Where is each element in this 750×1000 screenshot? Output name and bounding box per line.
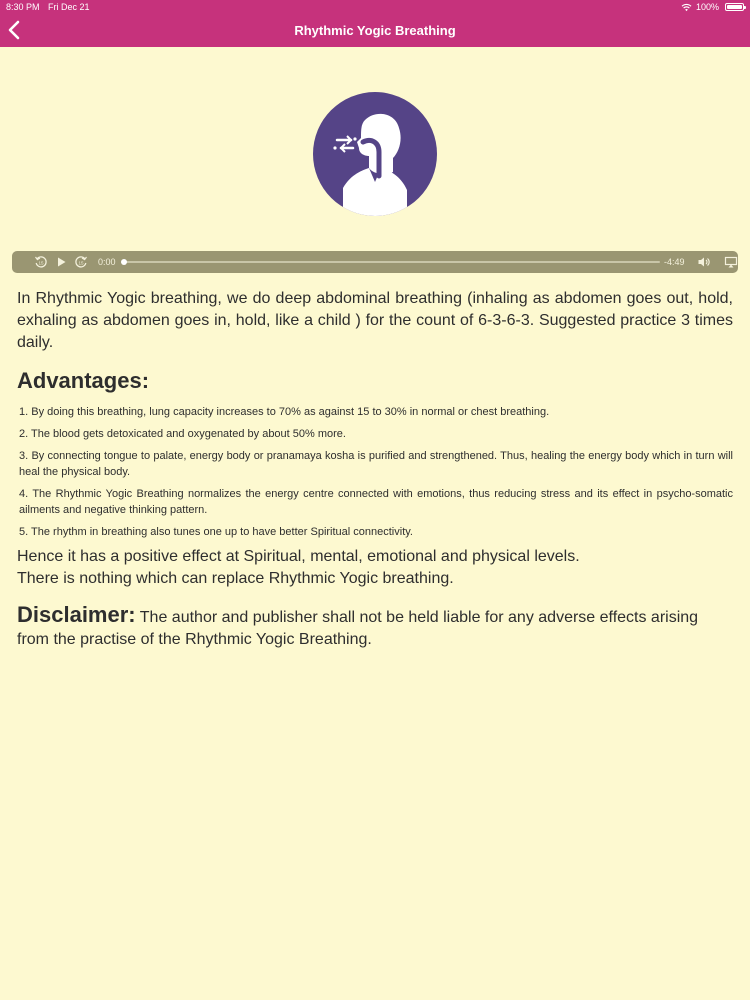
progress-knob[interactable] (121, 259, 127, 265)
status-time: 8:30 PM (6, 2, 40, 12)
airplay-icon[interactable] (724, 255, 738, 269)
rewind-15-icon[interactable] (34, 255, 48, 269)
list-item: 1. By doing this breathing, lung capacity increases to 70% as against 15 to 30% in normal or chest breathing. (19, 406, 550, 418)
hero-image (313, 92, 437, 216)
intro-paragraph: In Rhythmic Yogic breathing, we do deep abdominal breathing (inhaling as abdomen goes out, hold, exhaling as abdomen goes in, hold, like a child ) for the count of 6-3-6-3. Suggested practice 3 times daily. (17, 290, 733, 351)
conclusion-line: Hence it has a positive effect at Spiritual, mental, emotional and physical levels. (17, 548, 580, 565)
battery-percent: 100% (695, 2, 719, 12)
list-item: 4. The Rhythmic Yogic Breathing normalizes the energy centre connected with emotions, thus reducing stress and its effect in psycho-somatic ailments and negative thinking pattern. (19, 488, 733, 516)
current-time: 0:00 (98, 257, 116, 267)
audio-player (12, 251, 738, 273)
list-item: 5. The rhythm in breathing also tunes one up to have better Spiritual connectivity. (19, 526, 413, 538)
advantages-list (17, 404, 733, 540)
page-title: Rhythmic Yogic Breathing (294, 23, 456, 38)
list-item: 3. By connecting tongue to palate, energy body or pranamaya kosha is purified and strengthened. Thus, healing the energy body which in turn will heal the physical body. (19, 450, 733, 478)
disclaimer (17, 604, 733, 651)
top-bar (0, 0, 750, 47)
disclaimer-label: Disclaimer: (17, 602, 136, 627)
wifi-icon (681, 3, 692, 12)
navigation-bar (0, 14, 750, 47)
disclaimer-text: The author and publisher shall not be held liable for any adverse effects arising from the practise of the Rhythmic Yogic Breathing. (17, 609, 699, 648)
svg-text:15: 15 (38, 260, 44, 266)
status-bar (0, 0, 750, 14)
volume-icon[interactable] (697, 255, 711, 269)
breathing-person-icon (313, 92, 437, 216)
conclusion-line: There is nothing which can replace Rhythmic Yogic breathing. (17, 570, 454, 587)
remaining-time: -4:49 (664, 257, 685, 267)
battery-icon (725, 3, 744, 11)
article-content (17, 288, 733, 651)
status-right (681, 0, 744, 14)
forward-15-icon[interactable] (74, 255, 88, 269)
play-icon[interactable] (54, 255, 68, 269)
advantages-heading: Advantages: (17, 368, 150, 393)
svg-text:15: 15 (78, 260, 84, 266)
list-item: 2. The blood gets detoxicated and oxygenated by about 50% more. (19, 428, 346, 440)
status-date: Fri Dec 21 (48, 2, 90, 12)
progress-track[interactable] (123, 261, 660, 263)
